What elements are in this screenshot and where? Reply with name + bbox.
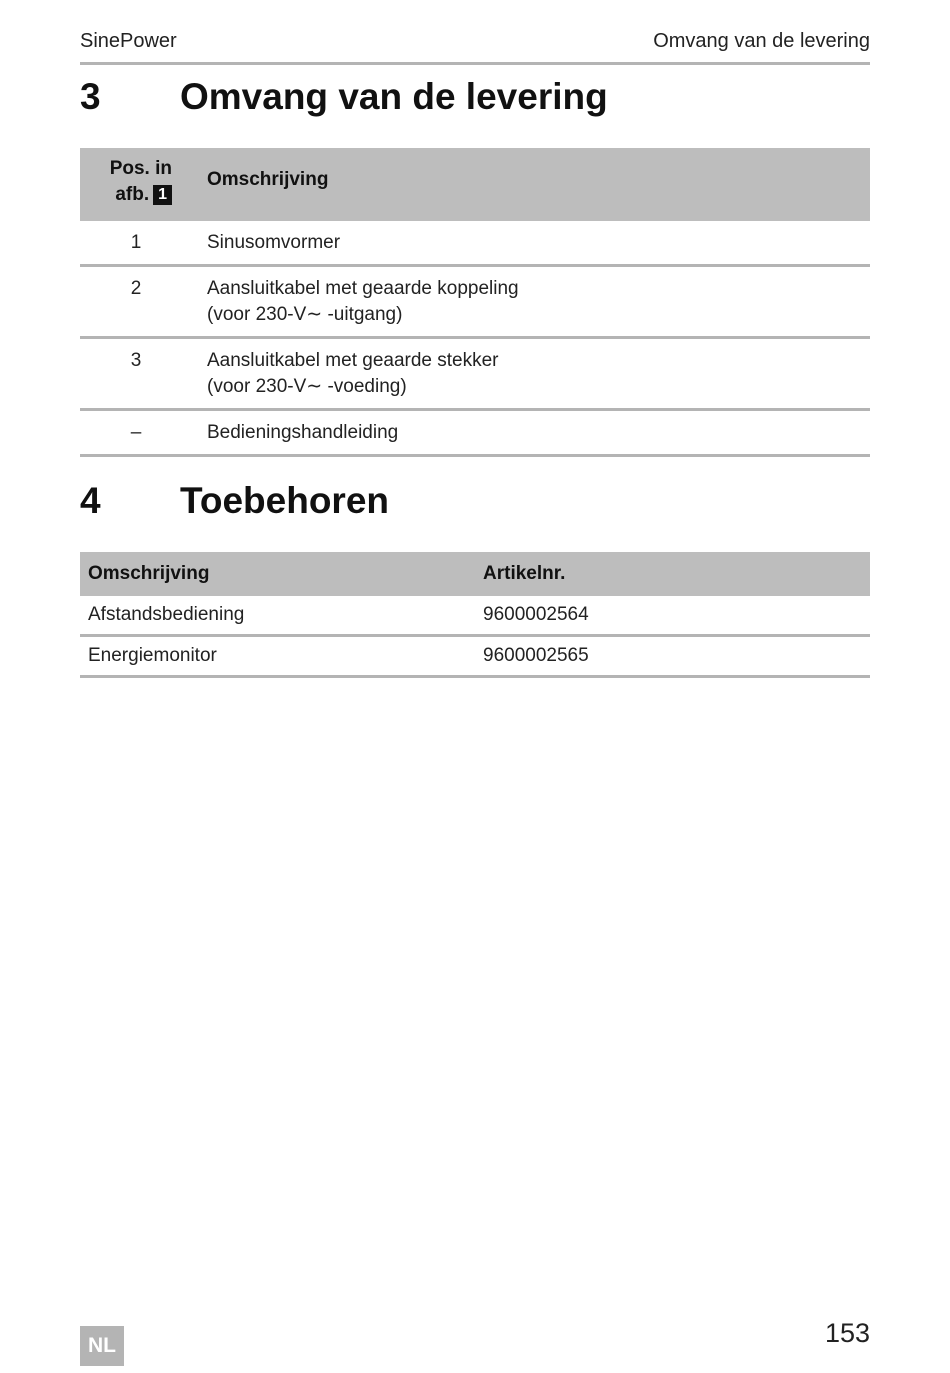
section-4-number: 4: [80, 480, 101, 521]
row-description: [172, 410, 870, 456]
row-position: 2: [80, 266, 172, 338]
row-description-line1: Aansluitkabel met geaarde stekker: [207, 350, 499, 371]
section-3-title: Omvang van de levering: [180, 76, 608, 117]
section-4-title: Toebehoren: [180, 480, 389, 521]
header-chapter-title: Omvang van de levering: [653, 30, 870, 52]
row-description: Afstandsbediening: [80, 596, 475, 636]
figure-reference-badge: 1: [153, 185, 172, 205]
section-3-number: 3: [80, 76, 101, 117]
row-description: Energiemonitor: [80, 636, 475, 677]
table-row: [80, 596, 870, 636]
table-row: [80, 636, 870, 677]
language-badge: NL: [80, 1326, 124, 1366]
table-row: [80, 410, 870, 456]
row-article-number: 9600002565: [475, 636, 870, 677]
row-description-line1: Bedieningshandleiding: [207, 422, 399, 443]
row-description-line1: Aansluitkabel met geaarde koppeling: [207, 278, 519, 299]
column-header-description: Omschrijving: [80, 552, 475, 596]
table-row: [80, 338, 870, 410]
delivery-scope-table: [80, 148, 870, 457]
page-number: 153: [824, 1318, 870, 1348]
row-description-line2: (voor 230-V∼ -uitgang): [207, 304, 403, 325]
column-header-description: Omschrijving: [172, 148, 870, 221]
table-header-row: [80, 552, 870, 596]
page-header: [80, 30, 870, 65]
table-header-row: [80, 148, 870, 221]
row-description: [172, 338, 870, 410]
row-description-line1: Sinusomvormer: [207, 232, 341, 253]
row-position: –: [80, 410, 172, 456]
table-row: [80, 266, 870, 338]
row-description: [172, 266, 870, 338]
section-3-heading: [80, 76, 870, 118]
column-header-article-number: Artikelnr.: [475, 552, 870, 596]
header-product-name: SinePower: [80, 30, 177, 52]
column-header-position-line2: afb.: [115, 184, 150, 205]
row-position: 1: [80, 221, 172, 266]
row-description-line2: (voor 230-V∼ -voeding): [207, 376, 407, 397]
column-header-position: [80, 148, 172, 221]
table-row: [80, 221, 870, 266]
section-4-heading: [80, 480, 870, 522]
column-header-position-line1: Pos. in: [109, 158, 172, 179]
row-description: [172, 221, 870, 266]
accessories-table: [80, 552, 870, 678]
row-position: 3: [80, 338, 172, 410]
row-article-number: 9600002564: [475, 596, 870, 636]
